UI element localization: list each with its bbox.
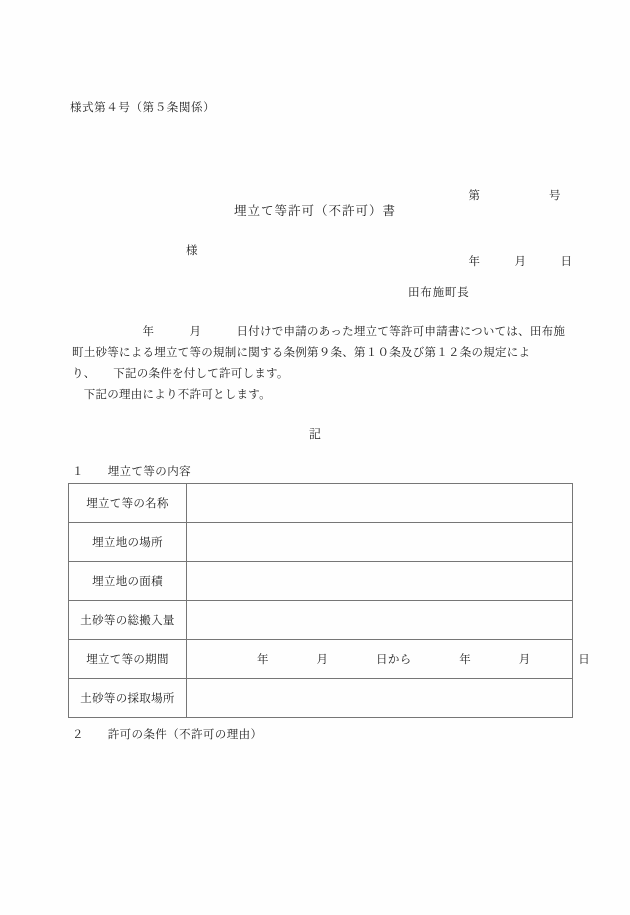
table-row [69, 601, 573, 640]
document-meta-block [469, 140, 573, 316]
row-label: 埋立地の面積 [69, 562, 187, 601]
table-row [69, 679, 573, 718]
section-heading-content: １ 埋立て等の内容 [72, 464, 191, 478]
row-value-volume[interactable] [187, 601, 573, 640]
document-date-line: 年 月 日 [468, 254, 572, 268]
row-label: 埋立て等の名称 [69, 484, 187, 523]
addressee-suffix: 様 [186, 243, 199, 257]
body-line: 年 月 日付けで申請のあった埋立て等許可申請書については、田布施 [72, 324, 566, 338]
row-value-period[interactable] [187, 640, 591, 679]
period-date-range: 年 月 日から 年 月 日 [257, 652, 591, 666]
body-line: 下記の理由により不許可とします。 [72, 387, 271, 401]
issuer-name: 田布施町長 [408, 285, 470, 299]
body-line: 町土砂等による埋立て等の規制に関する条例第９条、第１０条及び第１２条の規定によ [72, 345, 531, 359]
ki-marker: 記 [308, 427, 321, 441]
table-row [69, 523, 573, 562]
row-value-location[interactable] [187, 523, 573, 562]
document-number-line: 第 号 [468, 188, 561, 202]
row-value-area[interactable] [187, 562, 573, 601]
row-label: 土砂等の採取場所 [69, 679, 187, 718]
row-label: 埋立て等の期間 [69, 640, 187, 679]
table-row [69, 640, 573, 679]
body-paragraph [72, 321, 572, 405]
row-label: 埋立地の場所 [69, 523, 187, 562]
landfill-content-table [68, 483, 591, 718]
table-row [69, 484, 573, 523]
section-heading-conditions: ２ 許可の条件（不許可の理由） [72, 727, 263, 741]
row-label: 土砂等の総搬入量 [69, 601, 187, 640]
page-title: 埋立て等許可（不許可）書 [233, 203, 396, 218]
row-value-source-site[interactable] [187, 679, 573, 718]
table-row [69, 562, 573, 601]
row-value-name[interactable] [187, 484, 573, 523]
body-line: り、 下記の条件を付して許可します。 [72, 366, 289, 380]
form-number: 様式第４号（第５条関係） [70, 100, 216, 114]
